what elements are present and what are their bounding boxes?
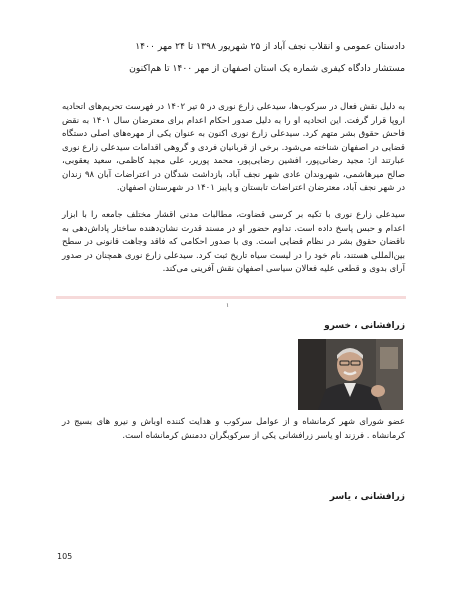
entry-heading: زرافشانی ، یاسر [329,492,405,502]
footnote-marker: ۱ [226,302,230,309]
portrait-image [298,339,403,410]
footnote-divider [56,296,406,299]
page-number: 105 [57,552,73,561]
entry-heading: زرافشانی ، خسرو [324,321,405,331]
career-line-prosecutor: دادستان عمومی و انقلاب نجف آباد از ۲۵ شهریور ۱۳۹۸ تا ۲۴ مهر ۱۴۰۰ [135,41,405,52]
entry-description: عضو شورای شهر کرمانشاه و از عوامل سرکوب و هدایت کننده اوباش و نیرو های بسیج در کرمانشاه . فرزند او یاسر زرافشانی یکی از سرکوبگران ددمنش کرمانشاه است. [62,417,405,441]
body-paragraph: به دلیل نقش فعال در سرکوب‌ها، سیدعلی زارع نوری در ۵ تیر ۱۴۰۲ در فهرست تحریم‌های اتحادیه اروپا قرار گرفت. این اتحادیه او را به دلیل صدور احکام اعدام برای معترضان سال ۱۴۰۱ به نقض فاحش حقوق بشر متهم کرد. سیدعلی زارع نوری اکنون به عنوان یکی از مهره‌های اصلی دستگاه قضایی در اصفهان شناخته می‌شود. برخی از قربانیان فردی و گروهی اقدامات سیدعلی زارع نوری عبارتند از: مجید رضانی‌پور، افشین رضایی‌پور، محمد پوریر، علی مجید کاظمی، سعید یعقوبی، صالح میرهاشمی، شهروندان عادی شهر نجف آباد، بازداشت شدگان در اعتراضات آبان ۹۸ زندان در شهر نجف آباد، معترضان اعتراضات تابستان و پاییز ۱۴۰۱ در شهرستان اصفهان. [62,102,406,193]
portrait-photo [298,339,403,410]
career-line-counselor: مستشار دادگاه کیفری شماره یک استان اصفهان از مهر ۱۴۰۰ تا هم‌اکنون [129,63,405,74]
body-paragraph: سیدعلی زارع نوری با تکیه بر کرسی قضاوت، مطالبات مدنی اقشار مختلف جامعه را با ابزار اعدام و حبس پاسخ داده است. تداوم حضور او در مسند قدرت نشان‌دهنده ساختار پاداش‌دهی به ناقضان حقوق بشر در نظام قضایی است. وی با صدور احکامی که فاقد وجاهت قانونی در سطح بین‌المللی هستند، نام خود را در لیست سیاه تاریخ ثبت کرد. سیدعلی زارع نوری همچنان در صدور آرای بدوی و قطعی علیه فعالان سیاسی اصفهان نقش آفرینی می‌کند. [62,210,405,274]
